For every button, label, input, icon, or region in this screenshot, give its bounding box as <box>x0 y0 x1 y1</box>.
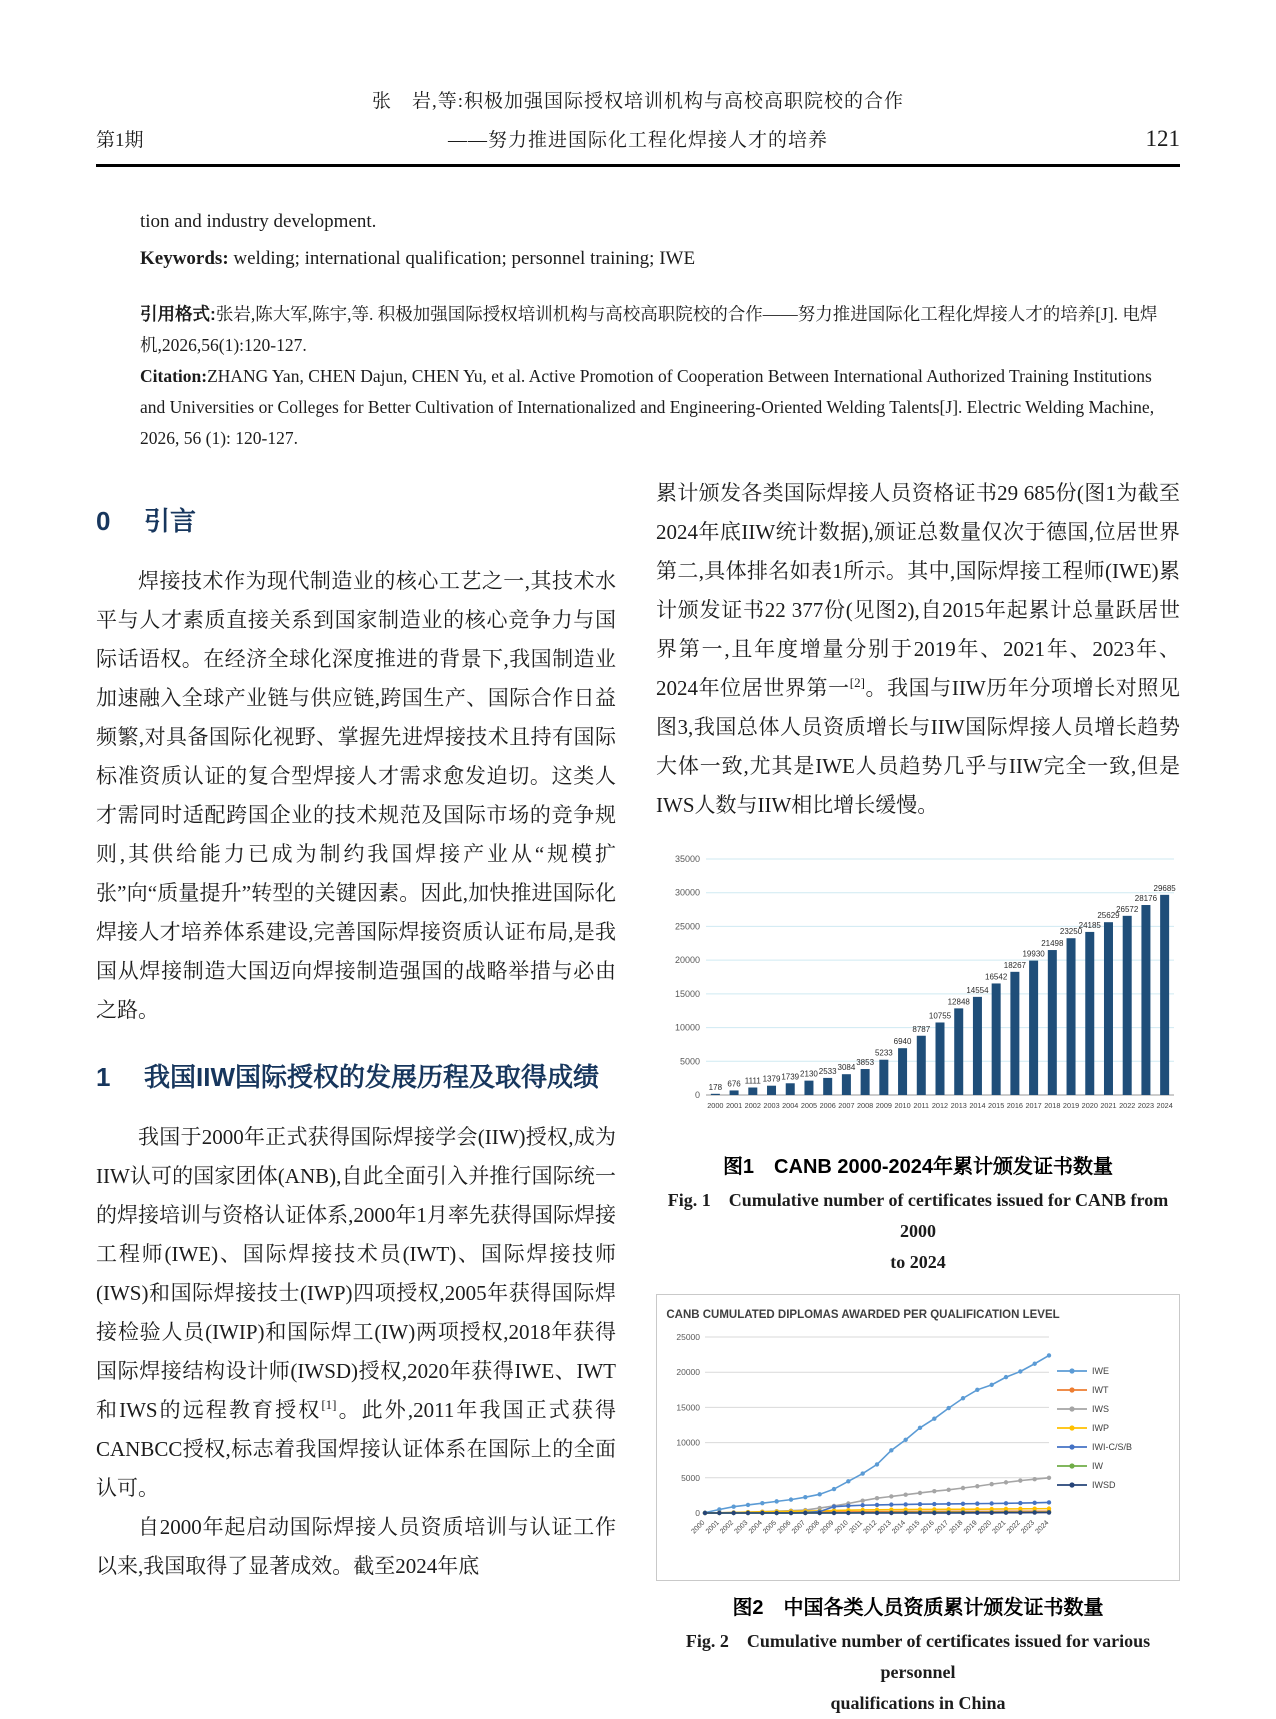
series-point <box>932 1489 936 1493</box>
bar-value-label: 12848 <box>947 997 970 1007</box>
x-tick-label: 2011 <box>848 1519 865 1536</box>
figure-2-caption-cn: 图2 中国各类人员资质累计颁发证书数量 <box>732 1597 1104 1619</box>
x-tick-label: 2023 <box>1020 1519 1037 1536</box>
bar-2014 <box>973 997 982 1095</box>
series-point <box>875 1511 879 1515</box>
bar-value-label: 14554 <box>966 985 989 995</box>
x-tick-label: 2019 <box>1062 1101 1080 1110</box>
series-point <box>1047 1476 1051 1480</box>
series-point <box>803 1495 807 1499</box>
figure-2 <box>656 1294 1180 1719</box>
series-point <box>975 1501 979 1505</box>
x-tick-label: 2019 <box>962 1519 979 1536</box>
running-title-line1: 张 岩,等:积极加强国际授权培训机构与高校高职院校的合作 <box>371 91 905 112</box>
section-1-p1-text: 我国于2000年正式获得国际焊接学会(IIW)授权,成为IIW认可的国家团体(ANB),自此全面引入并推行国际统一的焊接培训与资格认证体系,2000年1月率先获得国际焊接工程师(IWE)、国际焊接技术员(IWT)、国际焊接技师(IWS)和国际焊接技士(IWP)四项授权,2005年获得国际焊接检验人员(IWIP)和国际焊工(IW)两项授权,2018年获得国际焊接结构设计师(IWSD)授权,2020年获得IWE、IWT和IWS的远程教育授权 <box>96 1125 616 1422</box>
issue-number: 第1期 <box>96 130 144 151</box>
bar-2024 <box>1160 895 1169 1095</box>
y-tick-label: 5000 <box>679 1056 700 1067</box>
series-point <box>903 1502 907 1506</box>
bar-value-label: 10755 <box>928 1011 952 1021</box>
series-point <box>889 1494 893 1498</box>
x-tick-label: 2023 <box>1137 1101 1155 1110</box>
series-point <box>731 1511 735 1515</box>
series-point <box>961 1511 965 1515</box>
figure-1 <box>656 833 1180 1278</box>
series-point <box>1032 1362 1036 1366</box>
citation-en <box>140 361 1160 454</box>
series-point <box>918 1511 922 1515</box>
x-tick-label: 2017 <box>1025 1101 1042 1110</box>
section-1-heading <box>96 1056 616 1098</box>
y-tick-label: 5000 <box>681 1472 700 1483</box>
x-tick-label: 2011 <box>913 1101 930 1110</box>
bar-value-label: 18267 <box>1003 960 1027 970</box>
x-tick-label: 2020 <box>977 1519 994 1536</box>
series-point <box>760 1511 764 1515</box>
x-tick-label: 2010 <box>833 1519 850 1536</box>
series-point <box>746 1511 750 1515</box>
x-tick-label: 2005 <box>762 1519 779 1536</box>
page-number: 121 <box>1145 126 1180 151</box>
running-title-line2: ——努力推进国际化工程化焊接人才的培养 <box>447 130 828 151</box>
series-point <box>846 1504 850 1508</box>
x-tick-label: 2016 <box>919 1519 936 1536</box>
bar-2005 <box>804 1081 813 1095</box>
citation-cn <box>140 299 1160 361</box>
series-point <box>803 1511 807 1515</box>
series-point <box>875 1462 879 1466</box>
bar-value-label: 16542 <box>985 972 1008 982</box>
series-point <box>975 1388 979 1392</box>
figure-2-caption-en-line2: qualifications in China <box>830 1693 1006 1713</box>
series-point <box>1047 1500 1051 1504</box>
x-tick-label: 2002 <box>719 1519 736 1536</box>
series-point <box>1018 1369 1022 1373</box>
series-point <box>1018 1501 1022 1505</box>
series-point <box>817 1492 821 1496</box>
series-point <box>932 1502 936 1506</box>
y-tick-label: 35000 <box>674 854 700 864</box>
y-tick-label: 25000 <box>674 921 700 932</box>
section-1-number: 1 <box>96 1062 111 1092</box>
series-point <box>975 1511 979 1515</box>
x-tick-label: 2021 <box>1100 1101 1117 1110</box>
series-point <box>975 1484 979 1488</box>
bar-2008 <box>861 1069 870 1095</box>
series-point <box>832 1511 836 1515</box>
right-p1-text-tail: 。我国与IIW历年分项增长对照见图3,我国总体人员资质增长与IIW国际焊接人员增长趋势大体一致,尤其是IWE人员趋势几乎与IIW完全一致,但是IWS人数与IIW相比增长缓慢。 <box>656 676 1180 817</box>
x-tick-label: 2000 <box>707 1101 724 1110</box>
keywords-label: Keywords: <box>140 248 229 269</box>
series-point <box>1047 1510 1051 1514</box>
bar-2018 <box>1048 950 1057 1095</box>
bar-value-label: 8787 <box>912 1024 931 1034</box>
y-tick-label: 10000 <box>674 1022 700 1033</box>
legend-marker <box>1069 1482 1074 1487</box>
figure-2-caption-en <box>656 1626 1180 1719</box>
legend-label-IWS: IWS <box>1092 1404 1109 1414</box>
bar-value-label: 676 <box>727 1079 741 1089</box>
x-tick-label: 2018 <box>1044 1101 1061 1110</box>
y-tick-label: 30000 <box>674 887 700 898</box>
series-point <box>946 1406 950 1410</box>
series-point <box>1032 1510 1036 1514</box>
series-point <box>875 1496 879 1500</box>
series-point <box>989 1501 993 1505</box>
figure-1-caption-en <box>656 1185 1180 1278</box>
series-point <box>989 1383 993 1387</box>
x-tick-label: 2016 <box>1006 1101 1023 1110</box>
bar-2023 <box>1141 905 1150 1095</box>
x-tick-label: 2010 <box>894 1101 911 1110</box>
series-point <box>1004 1501 1008 1505</box>
x-tick-label: 2014 <box>969 1101 986 1110</box>
bar-2013 <box>954 1008 963 1095</box>
x-tick-label: 2012 <box>931 1101 949 1110</box>
series-point <box>832 1487 836 1491</box>
series-point <box>875 1503 879 1507</box>
bar-value-label: 23250 <box>1059 927 1083 937</box>
bar-value-label: 2130 <box>800 1069 818 1079</box>
x-tick-label: 2004 <box>782 1101 799 1110</box>
y-tick-label: 15000 <box>676 1402 700 1413</box>
bar-value-label: 19930 <box>1022 949 1045 959</box>
bar-2003 <box>767 1086 776 1095</box>
x-tick-label: 2003 <box>733 1519 750 1536</box>
bar-value-label: 178 <box>708 1082 723 1092</box>
series-point <box>817 1511 821 1515</box>
x-tick-label: 2006 <box>776 1519 793 1536</box>
x-tick-label: 2009 <box>819 1519 836 1536</box>
series-line-IWE <box>705 1355 1049 1512</box>
bar-2022 <box>1123 916 1132 1095</box>
running-head <box>96 0 1180 167</box>
bar-value-label: 3084 <box>837 1063 856 1073</box>
bar-value-label: 2533 <box>818 1066 837 1076</box>
bar-2010 <box>898 1048 907 1095</box>
series-point <box>889 1511 893 1515</box>
bar-2020 <box>1085 932 1094 1095</box>
series-point <box>961 1396 965 1400</box>
series-point <box>946 1488 950 1492</box>
series-point <box>932 1416 936 1420</box>
x-tick-label: 2006 <box>819 1101 836 1110</box>
keywords-text: welding; international qualification; personnel training; IWE <box>228 248 696 269</box>
series-point <box>961 1502 965 1506</box>
section-1-paragraph-1 <box>96 1118 616 1508</box>
bar-value-label: 29685 <box>1153 883 1176 893</box>
x-tick-label: 2015 <box>988 1101 1005 1110</box>
citation-en-label: Citation: <box>140 366 208 386</box>
series-point <box>903 1492 907 1496</box>
bar-2015 <box>992 983 1001 1095</box>
y-tick-label: 10000 <box>676 1437 700 1448</box>
reference-mark-1: [1] <box>321 1397 337 1412</box>
x-tick-label: 2001 <box>704 1519 721 1536</box>
y-tick-label: 20000 <box>676 1367 700 1378</box>
figure-2-chart-title: CANB CUMULATED DIPLOMAS AWARDED PER QUALIFICATION LEVEL <box>666 1309 1060 1321</box>
y-tick-label: 0 <box>694 1090 700 1100</box>
bar-value-label: 1111 <box>744 1076 761 1086</box>
legend-marker <box>1069 1368 1074 1373</box>
bar-value-label: 3853 <box>856 1058 875 1068</box>
legend-label-IWSD: IWSD <box>1092 1480 1116 1490</box>
series-point <box>860 1498 864 1502</box>
x-tick-label: 2009 <box>875 1101 892 1110</box>
bar-value-label: 21498 <box>1041 939 1064 949</box>
bar-value-label: 1739 <box>781 1072 800 1082</box>
x-tick-label: 2024 <box>1034 1519 1051 1536</box>
section-1-p1-text-tail: 。此外,2011年我国正式获得CANBCC授权,标志着我国焊接认证体系在国际上的全面认可。 <box>96 1398 616 1500</box>
x-tick-label: 2001 <box>725 1101 743 1110</box>
series-point <box>789 1497 793 1501</box>
series-point <box>918 1426 922 1430</box>
section-0-heading <box>96 500 616 542</box>
abstract-tail: tion and industry development. <box>140 211 377 232</box>
series-point <box>746 1503 750 1507</box>
bar-2011 <box>917 1036 926 1095</box>
series-point <box>1032 1501 1036 1505</box>
x-tick-label: 2021 <box>991 1519 1008 1536</box>
bar-value-label: 24185 <box>1078 920 1101 930</box>
x-tick-label: 2022 <box>1119 1101 1136 1110</box>
x-tick-label: 2013 <box>950 1101 967 1110</box>
intro-paragraph: 焊接技术作为现代制造业的核心工艺之一,其技术水平与人才素质直接关系到国家制造业的核心竞争力与国际话语权。在经济全球化深度推进的背景下,我国制造业加速融入全球产业链与供应链,跨国生产、国际合作日益频繁,对具备国际化视野、掌握先进焊接技术且持有国际标准资质认证的复合型焊接人才需求愈发迫切。这类人才需同时适配跨国企业的技术规范及国际市场的竞争规则,其供给能力已成为制约我国焊接产业从“规模扩张”向“质量提升”转型的关键因素。因此,加快推进国际化焊接人才培养体系建设,完善国际焊接资质认证布局,是我国从焊接制造大国迈向焊接制造强国的战略举措与必由之路。 <box>96 569 616 1022</box>
series-point <box>731 1504 735 1508</box>
bar-value-label: 26572 <box>1116 904 1139 914</box>
series-point <box>1047 1353 1051 1357</box>
section-0-title: 引言 <box>144 506 197 536</box>
bar-value-label: 25629 <box>1097 911 1120 921</box>
y-tick-label: 0 <box>695 1508 700 1518</box>
section-1-title: 我国IIW国际授权的发展历程及取得成绩 <box>144 1062 599 1092</box>
y-tick-label: 15000 <box>674 988 700 999</box>
x-tick-label: 2008 <box>857 1101 874 1110</box>
series-point <box>1004 1375 1008 1379</box>
legend-marker <box>1069 1387 1074 1392</box>
legend-marker <box>1069 1425 1074 1430</box>
series-point <box>903 1511 907 1515</box>
legend-label-IWE: IWE <box>1092 1366 1109 1376</box>
x-tick-label: 2015 <box>905 1519 922 1536</box>
legend-label-IWP: IWP <box>1092 1423 1109 1433</box>
series-point <box>846 1511 850 1515</box>
bar-value-label: 28176 <box>1134 894 1158 904</box>
front-matter <box>140 205 1160 454</box>
keywords-line <box>140 242 1160 275</box>
series-point <box>889 1448 893 1452</box>
figure-1-caption-cn: 图1 CANB 2000-2024年累计颁发证书数量 <box>722 1156 1114 1178</box>
series-point <box>774 1499 778 1503</box>
x-tick-label: 2020 <box>1081 1101 1098 1110</box>
legend-marker <box>1069 1463 1074 1468</box>
series-point <box>946 1511 950 1515</box>
series-point <box>1032 1477 1036 1481</box>
legend-marker <box>1069 1406 1074 1411</box>
y-tick-label: 20000 <box>674 955 700 966</box>
x-tick-label: 2003 <box>763 1101 780 1110</box>
series-point <box>989 1511 993 1515</box>
x-tick-label: 2024 <box>1156 1101 1173 1110</box>
x-tick-label: 2022 <box>1005 1519 1022 1536</box>
series-point <box>860 1503 864 1507</box>
citation-cn-text: 张岩,陈大军,陈宇,等. 积极加强国际授权培训机构与高校高职院校的合作——努力推进国际化工程化焊接人才的培养[J]. 电焊机,2026,56(1):120-127. <box>140 304 1158 355</box>
right-column-paragraph <box>656 474 1180 825</box>
series-point <box>832 1504 836 1508</box>
citation-cn-label: 引用格式: <box>140 304 216 324</box>
x-tick-label: 2017 <box>934 1519 951 1536</box>
bar-2000 <box>711 1094 720 1095</box>
series-point <box>1004 1511 1008 1515</box>
figure-1-caption-en-line1: Fig. 1 Cumulative number of certificates issued for CANB from 2000 <box>667 1190 1169 1241</box>
series-point <box>1018 1478 1022 1482</box>
series-point <box>1018 1510 1022 1514</box>
x-tick-label: 2005 <box>800 1101 818 1110</box>
series-point <box>717 1511 721 1515</box>
figure-1-caption-en-line2: to 2024 <box>890 1252 946 1272</box>
legend-label-IWT: IWT <box>1092 1385 1109 1395</box>
right-column <box>656 474 1180 1719</box>
series-point <box>789 1511 793 1515</box>
x-tick-label: 2012 <box>862 1519 879 1536</box>
legend-label-IW: IW <box>1092 1461 1103 1471</box>
bar-2019 <box>1067 938 1076 1095</box>
x-tick-label: 2004 <box>747 1519 764 1536</box>
running-head-row <box>96 125 1180 167</box>
series-point <box>989 1482 993 1486</box>
bar-2017 <box>1029 961 1038 1095</box>
x-tick-label: 2002 <box>744 1101 761 1110</box>
bar-2021 <box>1104 922 1113 1095</box>
x-tick-label: 2008 <box>805 1519 822 1536</box>
x-tick-label: 2018 <box>948 1519 965 1536</box>
bar-2016 <box>1010 972 1019 1095</box>
bar-2012 <box>936 1022 945 1095</box>
series-point <box>860 1511 864 1515</box>
y-tick-label: 25000 <box>676 1332 700 1342</box>
bar-value-label: 1379 <box>762 1074 781 1084</box>
x-tick-label: 2014 <box>891 1519 908 1536</box>
series-point <box>846 1479 850 1483</box>
bar-2001 <box>730 1090 739 1095</box>
series-point <box>703 1511 707 1515</box>
section-1-paragraph-2: 自2000年起启动国际焊接人员资质培训与认证工作以来,我国取得了显著成效。截至2024年底 <box>96 1515 616 1578</box>
figure-2-line-chart <box>659 1321 1175 1573</box>
bar-value-label: 6940 <box>893 1037 912 1047</box>
bar-2007 <box>842 1074 851 1095</box>
x-tick-label: 2007 <box>790 1519 807 1536</box>
series-point <box>903 1438 907 1442</box>
figure-2-chart-box <box>656 1294 1180 1581</box>
bar-2004 <box>786 1083 795 1095</box>
legend-label-IWI-C/S/B: IWI-C/S/B <box>1092 1442 1132 1452</box>
left-column <box>96 474 616 1719</box>
series-point <box>760 1501 764 1505</box>
bar-value-label: 5233 <box>874 1048 893 1058</box>
bar-2009 <box>879 1060 888 1095</box>
x-tick-label: 2013 <box>876 1519 893 1536</box>
section-0-number: 0 <box>96 506 111 536</box>
x-tick-label: 2000 <box>690 1519 707 1536</box>
bar-2006 <box>823 1078 832 1095</box>
series-point <box>918 1502 922 1506</box>
reference-mark-2: [2] <box>849 675 865 690</box>
right-p1-text: 累计颁发各类国际焊接人员资格证书29 685份(图1为截至2024年底IIW统计数据),颁证总数量仅次于德国,位居世界第二,具体排名如表1所示。其中,国际焊接工程师(IWE)累计颁发证书22 377份(见图2),自2015年起累计总量跃居世界第一,且年度增量分别于2019年、2021年、2023年、2024年位居世界第一 <box>656 481 1180 700</box>
series-point <box>774 1511 778 1515</box>
citation-en-text: ZHANG Yan, CHEN Dajun, CHEN Yu, et al. Active Promotion of Cooperation Between International Authorized Training Institutions and Universities or Colleges for Better Cultivation of Internationalized and Engineering-Oriented Welding Talents[J]. Electric Welding Machine, 2026, 56 (1): 120-127. <box>140 366 1155 448</box>
series-point <box>860 1471 864 1475</box>
series-point <box>889 1502 893 1506</box>
x-tick-label: 2007 <box>838 1101 855 1110</box>
figure-1-bar-chart <box>656 833 1180 1135</box>
series-point <box>946 1502 950 1506</box>
bar-2002 <box>748 1088 757 1095</box>
series-point <box>961 1486 965 1490</box>
series-point <box>1004 1480 1008 1484</box>
series-point <box>932 1511 936 1515</box>
figure-2-caption-en-line1: Fig. 2 Cumulative number of certificates issued for various personnel <box>685 1631 1151 1682</box>
two-column-body <box>96 474 1180 1719</box>
legend-marker <box>1069 1444 1074 1449</box>
series-point <box>918 1491 922 1495</box>
